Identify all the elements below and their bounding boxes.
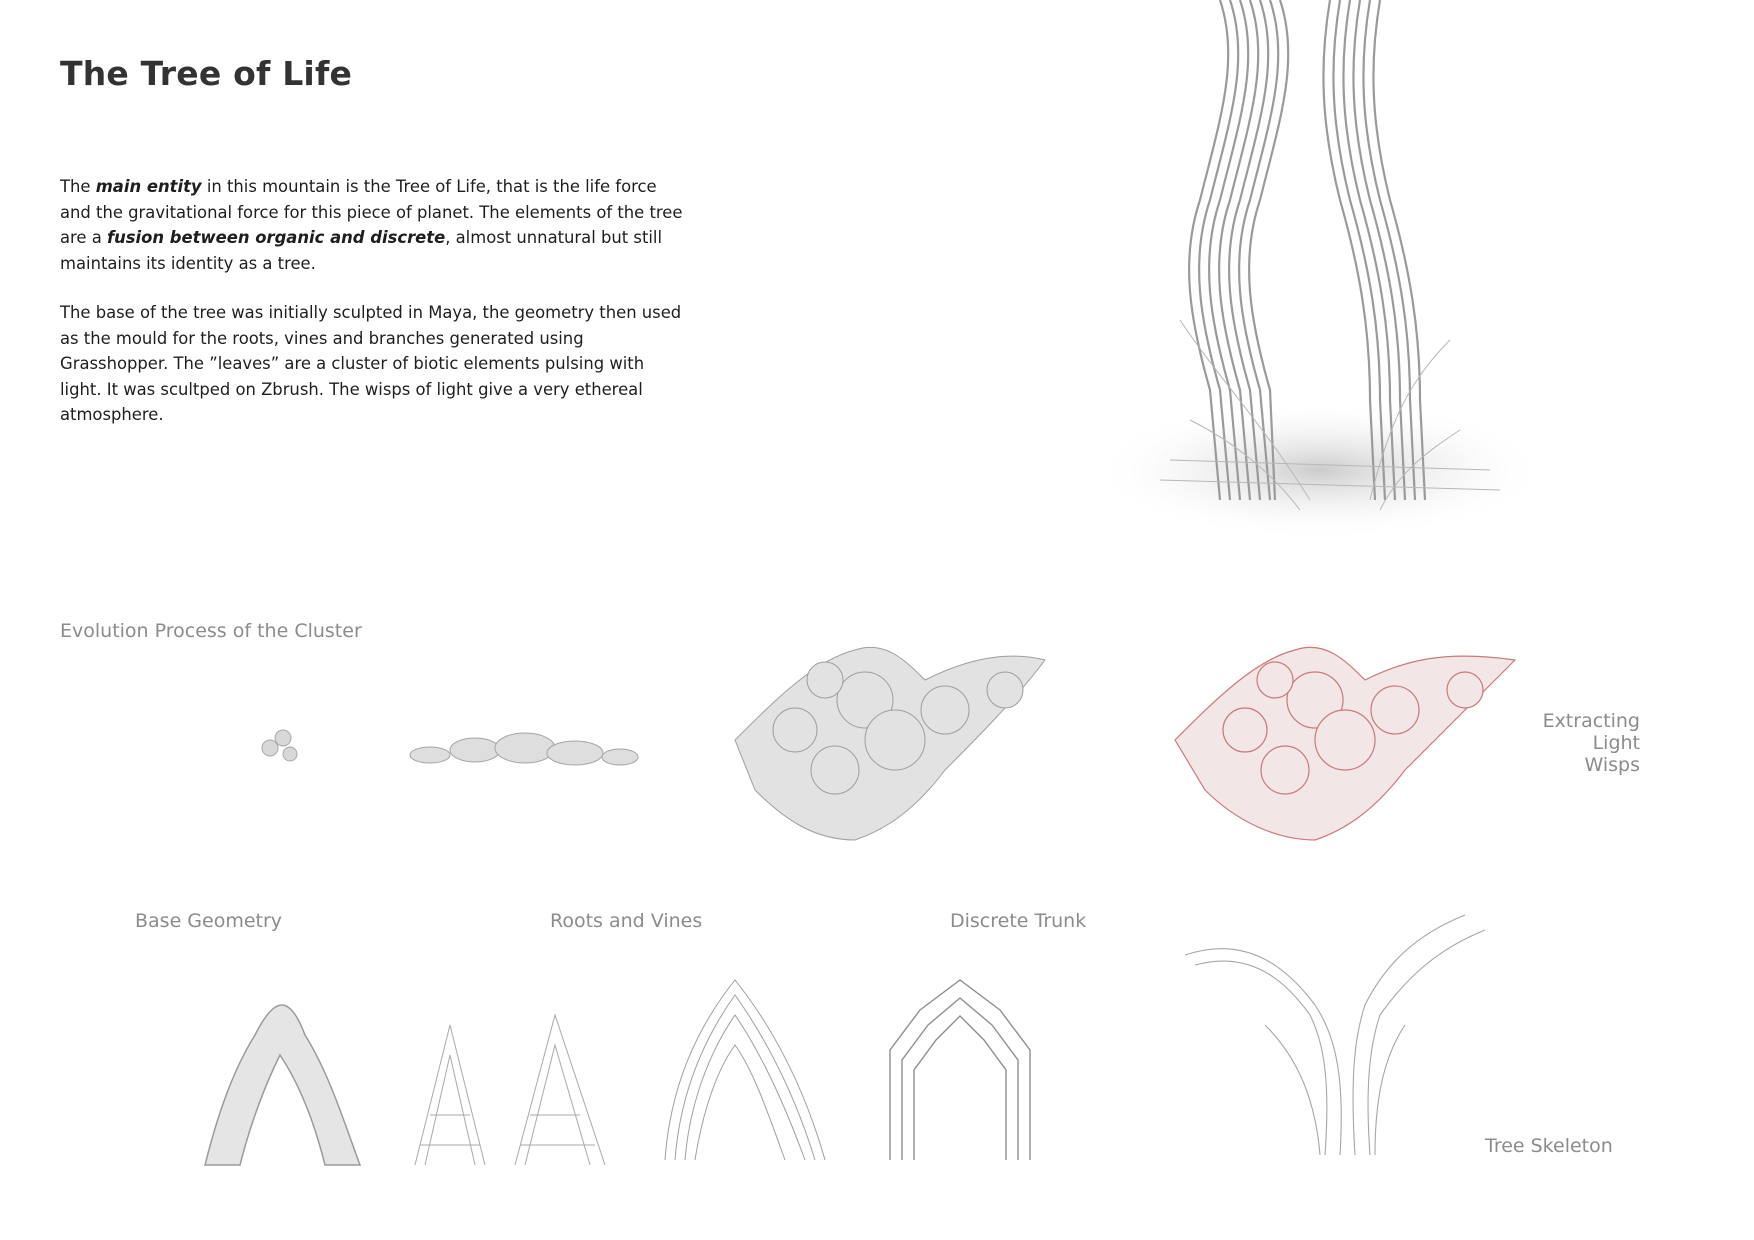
cluster-wisps [1155,620,1535,860]
tree-of-life-render [1070,0,1550,540]
extracting-light-wisps-label: Extracting Light Wisps [1542,710,1640,776]
cluster-stage-2 [405,720,645,780]
roots-vines-label: Roots and Vines [550,910,703,932]
process-paragraph: The base of the tree was initially sculpted in Maya, the geometry then used as the mould for the roots, vines and branches generated using Grasshopper. The ”leaves” are a cluster of biotic elements pulsing with light. It was scultped on Zbrush. The wisps of light give a very ethereal atmosphere. [60,303,682,424]
tree-skeleton-label: Tree Skeleton [1485,1135,1613,1157]
intro-paragraph: The main entity in this mountain is the Tree of Life, that is the life force and the gravitational force for this piece of planet. The elements of the tree are a fusion between organic and discrete, almost unnatural but still maintains its identity as a tree. [60,177,683,273]
discrete-trunk-render-1 [655,970,835,1170]
base-geometry-label: Base Geometry [135,910,283,932]
tree-skeleton-render [1165,895,1525,1165]
page-title: The Tree of Life [60,54,353,93]
roots-vines-render [405,1005,615,1175]
cluster-stage-3 [715,620,1065,860]
discrete-trunk-render-2 [880,970,1040,1170]
evolution-process-label: Evolution Process of the Cluster [60,620,362,642]
base-geometry-render [195,975,365,1170]
cluster-stage-1 [255,720,315,770]
discrete-trunk-label: Discrete Trunk [950,910,1087,932]
